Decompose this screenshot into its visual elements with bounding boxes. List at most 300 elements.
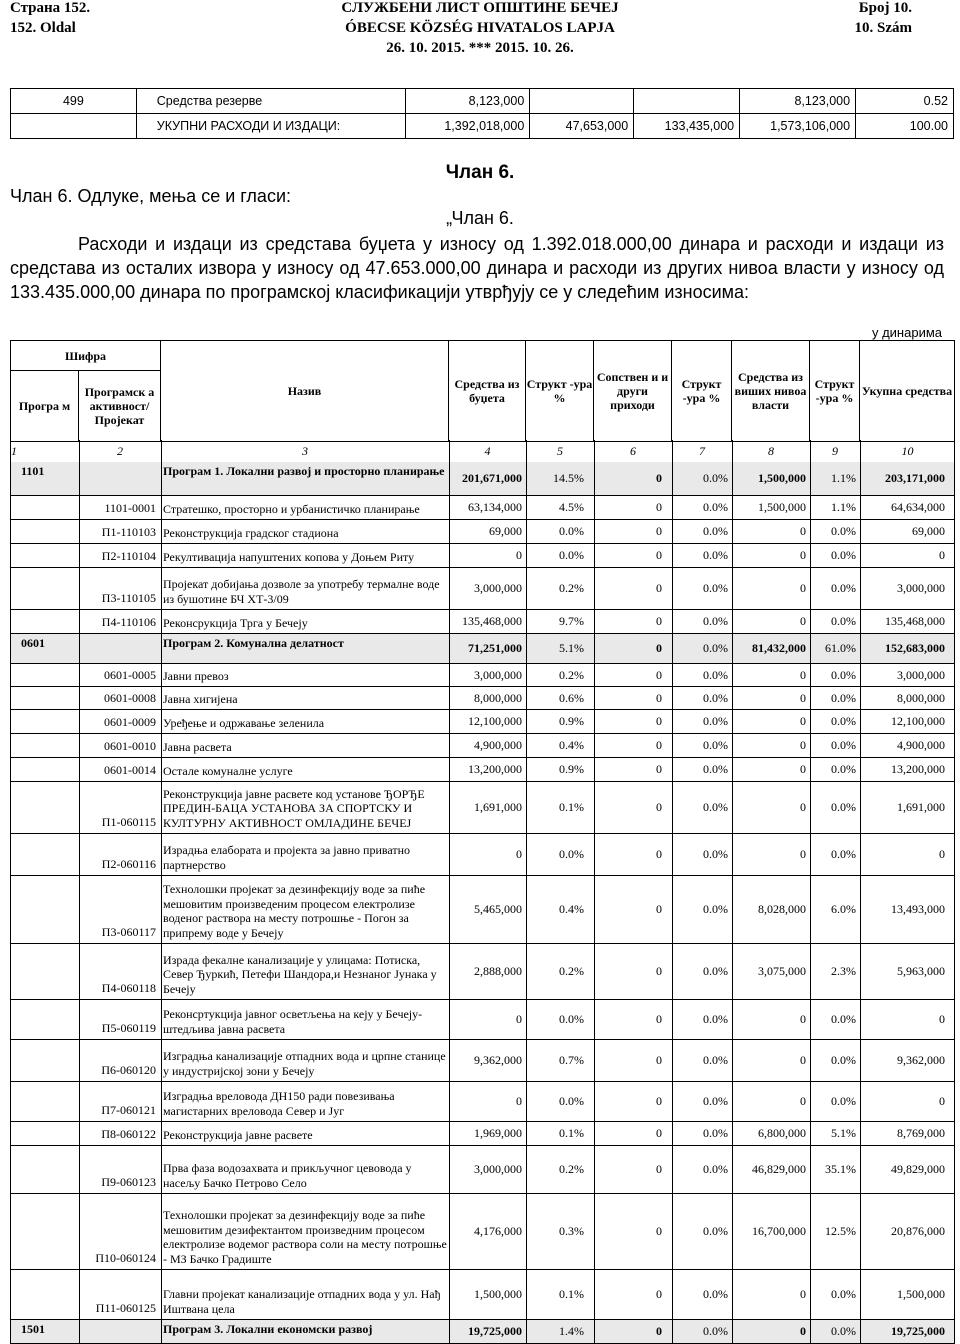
- header-struct-1: Структ -ура %: [526, 341, 594, 441]
- cell-own: 0: [656, 471, 662, 485]
- cell-high: 0: [800, 614, 806, 628]
- cell-tot: 135,468,000: [885, 614, 945, 628]
- cell-tot: 3,000,000: [897, 581, 945, 595]
- column-numbers: [11, 440, 955, 463]
- cell-tot: 8,000,000: [897, 690, 945, 705]
- cell-name: Програм 1. Локални развој и просторно планирање: [163, 464, 445, 478]
- table-row: [11, 782, 955, 834]
- cell-code: П2-110104: [101, 549, 156, 563]
- cell-code: П3-110105: [101, 591, 156, 605]
- table-row: [11, 520, 955, 544]
- cell-p2: 0.0%: [703, 714, 728, 728]
- summary-cell-c3: [634, 89, 740, 114]
- cell-own: 0: [656, 524, 662, 538]
- cell-own: 0: [656, 902, 662, 916]
- header-budget: Средства из буџета: [449, 341, 526, 441]
- cell-p1: 0.0%: [559, 847, 584, 861]
- cell-amt: 63,134,000: [468, 500, 522, 514]
- cell-own: 0: [656, 1094, 662, 1108]
- cell-name: Реконсртукција јавног осветљења на кеју у Бечеју- штедљива јавна расвета: [163, 1007, 423, 1036]
- cell-p1: 0.4%: [559, 902, 584, 916]
- cell-p1: 0.1%: [559, 1126, 584, 1140]
- cell-amt: 0: [516, 548, 522, 562]
- table-row: [11, 734, 955, 758]
- cell-tot: 0: [939, 548, 945, 562]
- cell-p2: 0.0%: [703, 641, 728, 655]
- cell-p3: 0.0%: [831, 581, 856, 595]
- cell-p1: 0.1%: [559, 800, 584, 814]
- cell-p2: 0.0%: [703, 667, 728, 682]
- cell-p1: 0.0%: [559, 548, 584, 562]
- cell-code: П5-060119: [101, 1021, 156, 1035]
- cell-p2: 0.0%: [703, 581, 728, 595]
- cell-code: П1-110103: [101, 525, 156, 539]
- issue-date: 26. 10. 2015. *** 2015. 10. 26.: [386, 40, 574, 56]
- table-row: [11, 1194, 955, 1270]
- cell-code: П2-060116: [101, 857, 156, 871]
- cell-own: 0: [656, 500, 662, 514]
- header-sifra: Шифра: [11, 341, 161, 371]
- cell-p3: 5.1%: [831, 1126, 856, 1140]
- grid-line: [526, 440, 527, 1344]
- cell-amt: 71,251,000: [468, 641, 522, 655]
- cell-amt: 135,468,000: [462, 614, 522, 628]
- cell-own: 0: [656, 690, 662, 705]
- cell-tot: 64,634,000: [891, 500, 945, 514]
- cell-p1: 0.0%: [559, 524, 584, 538]
- cell-code: П8-060122: [101, 1127, 156, 1141]
- column-number: 2: [117, 444, 123, 458]
- cell-name: Остале комуналне услуге: [163, 763, 293, 778]
- table-header: [11, 340, 955, 442]
- column-number: 4: [484, 444, 491, 458]
- cell-amt: 4,900,000: [474, 738, 522, 752]
- cell-p1: 1.4%: [559, 1324, 584, 1338]
- grid-line: [954, 440, 955, 1344]
- cell-p3: 0.0%: [831, 1053, 856, 1067]
- article-title: Члан 6.: [445, 162, 515, 183]
- cell-own: 0: [656, 800, 662, 814]
- grid-line: [594, 440, 595, 1344]
- cell-code: 1101-0001: [104, 501, 156, 515]
- cell-tot: 0: [939, 1012, 945, 1026]
- summary-row: [11, 89, 954, 114]
- cell-p1: 5.1%: [559, 641, 584, 655]
- table-row: [11, 1040, 955, 1082]
- cell-own: 0: [656, 738, 662, 752]
- cell-p3: 1.1%: [831, 471, 856, 485]
- cell-high: 1,500,000: [758, 500, 806, 514]
- cell-own: 0: [656, 762, 662, 776]
- program-row: [11, 1320, 955, 1344]
- cell-p3: 0.0%: [831, 847, 856, 861]
- currency-unit: у динарима: [871, 325, 942, 340]
- summary-cell-c4: 8,123,000: [740, 89, 856, 114]
- cell-high: 16,700,000: [752, 1224, 806, 1238]
- cell-tot: 0: [939, 847, 945, 861]
- summary-cell-c3: 133,435,000: [634, 114, 740, 139]
- cell-p1: 0.2%: [559, 581, 584, 595]
- cell-p2: 0.0%: [703, 690, 728, 705]
- cell-name: Уређење и одржавање зеленила: [163, 715, 325, 730]
- cell-name: Технолошки пројекат за дезинфекцију воде за пиће мешовитим дезифектантом произведним процесом електролизе водемог раствора соли на месту потрошње - МЗ Бачко Градиште: [163, 1208, 447, 1266]
- cell-p1: 14.5%: [553, 471, 584, 485]
- cell-tot: 9,362,000: [897, 1053, 945, 1067]
- grid-line: [860, 440, 861, 1344]
- cell-tot: 13,493,000: [891, 902, 945, 916]
- grid-line: [810, 440, 811, 1344]
- summary-table: [10, 88, 954, 139]
- table-row: [11, 664, 955, 687]
- cell-p3: 2.3%: [831, 964, 856, 978]
- cell-p2: 0.0%: [703, 902, 728, 916]
- cell-name: Реконструкција јавне расвете код установе ЂОРЂЕ ПРЕДИН-БАЦА УСТАНОВА ЗА СПОРТСКУ И КУЛТУРНУ АКТИВНОСТ ОМЛАДИНЕ БЕЧЕЈ: [163, 786, 425, 830]
- cell-p2: 0.0%: [703, 964, 728, 978]
- article-intro: Члан 6. Одлуке, мења се и гласи:: [10, 186, 291, 206]
- cell-p3: 0.0%: [831, 762, 856, 776]
- cell-own: 0: [656, 548, 662, 562]
- cell-p2: 0.0%: [703, 1287, 728, 1301]
- cell-name: Стратешко, просторно и урбанистичко планирање: [163, 501, 420, 516]
- cell-name: Јавни превоз: [163, 668, 229, 683]
- cell-tot: 152,683,000: [885, 641, 945, 655]
- issue-number-hu: 10. Szám: [854, 20, 912, 36]
- cell-amt: 9,362,000: [474, 1053, 522, 1067]
- program-table: [10, 340, 955, 1344]
- program-row: [11, 462, 955, 496]
- cell-name: Програм 3. Локални економски развој: [163, 1322, 373, 1336]
- cell-high: 6,800,000: [758, 1126, 806, 1140]
- summary-cell-code: [11, 114, 137, 139]
- cell-name: Главни пројекат канализације отпадних вода у ул. Нађ Иштвана цела: [163, 1287, 441, 1316]
- page-number-hu: 152. Oldal: [10, 20, 76, 36]
- cell-own: 0: [656, 581, 662, 595]
- cell-p3: 0.0%: [831, 800, 856, 814]
- cell-p2: 0.0%: [703, 1053, 728, 1067]
- table-row: [11, 496, 955, 520]
- cell-code: П10-060124: [95, 1251, 156, 1265]
- column-number: 3: [302, 444, 308, 458]
- cell-own: 0: [656, 1012, 662, 1026]
- cell-p3: 0.0%: [831, 524, 856, 538]
- cell-tot: 203,171,000: [885, 471, 945, 485]
- column-number: 7: [699, 444, 705, 458]
- cell-amt: 13,200,000: [468, 762, 522, 776]
- cell-code: П3-060117: [101, 925, 156, 939]
- cell-p3: 0.0%: [831, 667, 856, 682]
- table-row: [11, 1000, 955, 1040]
- cell-p3: 1.1%: [831, 500, 856, 514]
- cell-code: П9-060123: [101, 1175, 156, 1189]
- cell-p2: 0.0%: [703, 548, 728, 562]
- cell-amt: 5,465,000: [474, 902, 522, 916]
- summary-cell-c1: 8,123,000: [406, 89, 530, 114]
- grid-line: [161, 440, 162, 1344]
- table-row: [11, 944, 955, 1000]
- cell-p1: 9.7%: [559, 614, 584, 628]
- cell-tot: 12,100,000: [891, 714, 945, 728]
- issue-number: Број 10.: [858, 0, 912, 16]
- cell-name: Програм 2. Комунална делатност: [163, 636, 344, 650]
- table-row: [11, 544, 955, 568]
- cell-amt: 1,691,000: [474, 800, 522, 814]
- cell-own: 0: [656, 847, 662, 861]
- table-row: [11, 1146, 955, 1194]
- grid-line: [449, 440, 450, 1344]
- cell-p2: 0.0%: [703, 738, 728, 752]
- cell-p3: 0.0%: [831, 714, 856, 728]
- column-number: 5: [557, 444, 563, 458]
- cell-p2: 0.0%: [703, 800, 728, 814]
- cell-p2: 0.0%: [703, 1224, 728, 1238]
- cell-tot: 5,963,000: [897, 964, 945, 978]
- cell-name: Технолошки пројекат за дезинфекцију воде за пиће мешовитим произведеним процесом електролизе воденог раствора на месту потрошње - Погон за припрему воде у Бечеју: [163, 882, 426, 940]
- table-row: [11, 876, 955, 944]
- header-activity: Програмск а активност/ Пројекат: [79, 371, 161, 441]
- cell-p3: 0.0%: [831, 1012, 856, 1026]
- column-number: 1: [11, 444, 17, 458]
- cell-tot: 49,829,000: [891, 1162, 945, 1176]
- cell-high: 0: [800, 847, 806, 861]
- cell-tot: 8,769,000: [897, 1126, 945, 1140]
- cell-amt: 0: [516, 1012, 522, 1026]
- grid-line: [79, 440, 80, 1344]
- cell-p1: 0.1%: [559, 1287, 584, 1301]
- column-number: 10: [901, 444, 914, 458]
- cell-own: 0: [656, 714, 662, 728]
- cell-amt: 19,725,000: [468, 1324, 522, 1338]
- cell-p3: 0.0%: [831, 1324, 856, 1338]
- column-number: 8: [768, 444, 774, 458]
- cell-code: П6-060120: [101, 1063, 156, 1077]
- cell-tot: 13,200,000: [891, 762, 945, 776]
- cell-high: 0: [800, 667, 806, 682]
- cell-amt: 3,000,000: [474, 1162, 522, 1176]
- cell-code: 0601-0009: [104, 715, 156, 729]
- table-row: [11, 1270, 955, 1320]
- cell-amt: 3,000,000: [474, 667, 522, 682]
- cell-own: 0: [656, 1287, 662, 1301]
- summary-cell-name: Средства резерве: [136, 89, 406, 114]
- header-struct-2: Структ -ура %: [672, 341, 732, 441]
- cell-code: П4-110106: [101, 615, 156, 629]
- cell-high: 0: [800, 1287, 806, 1301]
- cell-p3: 6.0%: [831, 902, 856, 916]
- cell-p1: 0.4%: [559, 738, 584, 752]
- header-total: Укупна средства: [860, 341, 955, 441]
- journal-title-hu: ÓBECSE KÖZSÉG HIVATALOS LAPJA: [345, 20, 615, 36]
- summary-cell-c4: 1,573,106,000: [740, 114, 856, 139]
- cell-name: Пројекат добијања дозволе за употребу термалне воде из бушотине БЧ ХТ-3/09: [163, 577, 440, 606]
- cell-high: 0: [800, 714, 806, 728]
- cell-high: 46,829,000: [752, 1162, 806, 1176]
- cell-tot: 69,000: [912, 524, 945, 538]
- cell-p2: 0.0%: [703, 471, 728, 485]
- cell-name: Израда фекалне канализације у улицама: Потиска, Север Ђуркић, Петефи Шандора,и Незнаног Јунака у Бечеју: [163, 952, 437, 996]
- cell-p2: 0.0%: [703, 1012, 728, 1026]
- article-text: Расходи и издаци из средстава буџета у износу од 1.392.018.000,00 динара и расходи и издаци из средстава из осталих извора у износу од 47.653.000,00 динара и расходи из других нивоа власти у износу од 133.435.000,00 динара по програмској класификацији утврђују се у следећим износима:: [10, 234, 944, 302]
- cell-p1: 0.2%: [559, 964, 584, 978]
- column-number: 9: [832, 444, 838, 458]
- cell-code: П1-060115: [101, 815, 156, 829]
- cell-code: П4-060118: [101, 981, 156, 995]
- cell-tot: 4,900,000: [897, 738, 945, 752]
- cell-high: 0: [800, 738, 806, 752]
- cell-high: 0: [800, 800, 806, 814]
- cell-p3: 0.0%: [831, 1287, 856, 1301]
- cell-high: 0: [800, 581, 806, 595]
- cell-code: П7-060121: [101, 1103, 156, 1117]
- table-row: [11, 687, 955, 710]
- table-row: [11, 610, 955, 634]
- cell-amt: 8,000,000: [474, 690, 522, 705]
- table-row: [11, 568, 955, 610]
- cell-name: Реконструкција јавне расвете: [163, 1127, 313, 1142]
- cell-own: 0: [656, 1224, 662, 1238]
- cell-p1: 0.2%: [559, 1162, 584, 1176]
- cell-code: 0601-0005: [104, 668, 156, 682]
- cell-amt: 4,176,000: [474, 1224, 522, 1238]
- cell-name: Реконсрукција Трга у Бечеју: [163, 615, 308, 630]
- cell-high: 1,500,000: [758, 471, 806, 485]
- cell-name: Израдња елабората и пројекта за јавно приватно партнерство: [163, 843, 411, 872]
- summary-cell-c5: 0.52: [856, 89, 954, 114]
- cell-p2: 0.0%: [703, 524, 728, 538]
- cell-name: Јавна расвета: [163, 739, 232, 754]
- cell-p1: 0.0%: [559, 1012, 584, 1026]
- cell-high: 0: [800, 1053, 806, 1067]
- cell-amt: 0: [516, 1094, 522, 1108]
- table-row: [11, 710, 955, 734]
- cell-tot: 1,500,000: [897, 1287, 945, 1301]
- cell-p2: 0.0%: [703, 1094, 728, 1108]
- cell-amt: 1,969,000: [474, 1126, 522, 1140]
- cell-name: Рекултивација напуштених копова у Доњем Риту: [163, 549, 415, 564]
- cell-p3: 0.0%: [831, 548, 856, 562]
- cell-high: 3,075,000: [758, 964, 806, 978]
- table-row: [11, 758, 955, 782]
- cell-p3: 35.1%: [825, 1162, 856, 1176]
- cell-high: 81,432,000: [752, 641, 806, 655]
- cell-high: 0: [800, 1094, 806, 1108]
- cell-p2: 0.0%: [703, 847, 728, 861]
- cell-tot: 1,691,000: [897, 800, 945, 814]
- grid-line: [672, 440, 673, 1344]
- page-number: Страна 152.: [10, 0, 91, 16]
- table-row: [11, 834, 955, 876]
- cell-code: П11-060125: [95, 1301, 156, 1315]
- cell-p1: 0.7%: [559, 1053, 584, 1067]
- header-struct-3: Структ -ура %: [810, 341, 860, 441]
- cell-name: Прва фаза водозахвата и прикључног цевовода у насељу Бачко Петрово Село: [163, 1161, 412, 1190]
- cell-p1: 0.6%: [559, 690, 584, 705]
- cell-high: 0: [800, 690, 806, 705]
- cell-high: 0: [800, 1012, 806, 1026]
- cell-code: 0601-0010: [104, 739, 156, 753]
- cell-amt: 12,100,000: [468, 714, 522, 728]
- cell-high: 0: [800, 524, 806, 538]
- cell-p3: 0.0%: [831, 690, 856, 705]
- cell-amt: 1,500,000: [474, 1287, 522, 1301]
- cell-p2: 0.0%: [703, 1162, 728, 1176]
- summary-cell-c2: 47,653,000: [530, 114, 634, 139]
- header-name: Назив: [161, 341, 449, 441]
- column-number: 6: [630, 444, 636, 458]
- cell-code: 0601-0008: [104, 691, 156, 705]
- cell-code: 0601-0014: [104, 763, 156, 777]
- article-quote: „Члан 6.: [446, 208, 514, 228]
- cell-own: 0: [656, 1053, 662, 1067]
- cell-prog: 1101: [21, 464, 45, 478]
- header-higher: Средства из виших нивоа власти: [732, 341, 810, 441]
- cell-high: 0: [800, 762, 806, 776]
- cell-tot: 19,725,000: [891, 1324, 945, 1338]
- cell-p2: 0.0%: [703, 1324, 728, 1338]
- cell-own: 0: [656, 667, 662, 682]
- summary-cell-c2: [530, 89, 634, 114]
- cell-p3: 61.0%: [825, 641, 856, 655]
- cell-amt: 2,888,000: [474, 964, 522, 978]
- cell-high: 0: [800, 1324, 806, 1338]
- header-program: Програ м: [11, 371, 79, 441]
- cell-prog: 0601: [21, 636, 45, 650]
- cell-own: 0: [656, 1126, 662, 1140]
- cell-own: 0: [656, 1162, 662, 1176]
- cell-p2: 0.0%: [703, 762, 728, 776]
- cell-amt: 3,000,000: [474, 581, 522, 595]
- cell-name: Изградња вреловода ДН150 ради повезивања магистарних вреловода Север и Југ: [163, 1089, 395, 1118]
- cell-p1: 0.3%: [559, 1224, 584, 1238]
- cell-own: 0: [656, 1324, 662, 1338]
- cell-high: 0: [800, 548, 806, 562]
- cell-p1: 0.2%: [559, 667, 584, 682]
- summary-cell-c1: 1,392,018,000: [406, 114, 530, 139]
- cell-p3: 0.0%: [831, 614, 856, 628]
- cell-own: 0: [656, 614, 662, 628]
- summary-cell-c5: 100.00: [856, 114, 954, 139]
- cell-p1: 0.9%: [559, 714, 584, 728]
- cell-p1: 4.5%: [559, 500, 584, 514]
- cell-amt: 69,000: [489, 524, 522, 538]
- cell-name: Реконструкција градског стадиона: [163, 525, 339, 540]
- header-own: Сопствен и и други приходи: [594, 341, 672, 441]
- cell-amt: 0: [516, 847, 522, 861]
- table-row: [11, 1082, 955, 1122]
- grid-line: [732, 440, 733, 1344]
- cell-own: 0: [656, 641, 662, 655]
- cell-p3: 0.0%: [831, 1094, 856, 1108]
- cell-p3: 12.5%: [825, 1224, 856, 1238]
- cell-amt: 201,671,000: [462, 471, 522, 485]
- cell-tot: 0: [939, 1094, 945, 1108]
- cell-prog: 1501: [21, 1322, 45, 1336]
- cell-p1: 0.9%: [559, 762, 584, 776]
- journal-title: СЛУЖБЕНИ ЛИСТ ОПШТИНЕ БЕЧЕЈ: [341, 0, 619, 16]
- cell-name: Изградња канализације отпадних вода и црпне станице у индустријској зони у Бечеју: [163, 1049, 446, 1078]
- cell-p2: 0.0%: [703, 500, 728, 514]
- cell-name: Јавна хигијена: [163, 691, 238, 706]
- summary-cell-name: УКУПНИ РАСХОДИ И ИЗДАЦИ:: [136, 114, 406, 139]
- cell-tot: 3,000,000: [897, 667, 945, 682]
- cell-own: 0: [656, 964, 662, 978]
- cell-p1: 0.0%: [559, 1094, 584, 1108]
- table-row: [11, 1122, 955, 1146]
- cell-p2: 0.0%: [703, 1126, 728, 1140]
- cell-p2: 0.0%: [703, 614, 728, 628]
- cell-high: 8,028,000: [758, 902, 806, 916]
- cell-tot: 20,876,000: [891, 1224, 945, 1238]
- summary-row: [11, 114, 954, 139]
